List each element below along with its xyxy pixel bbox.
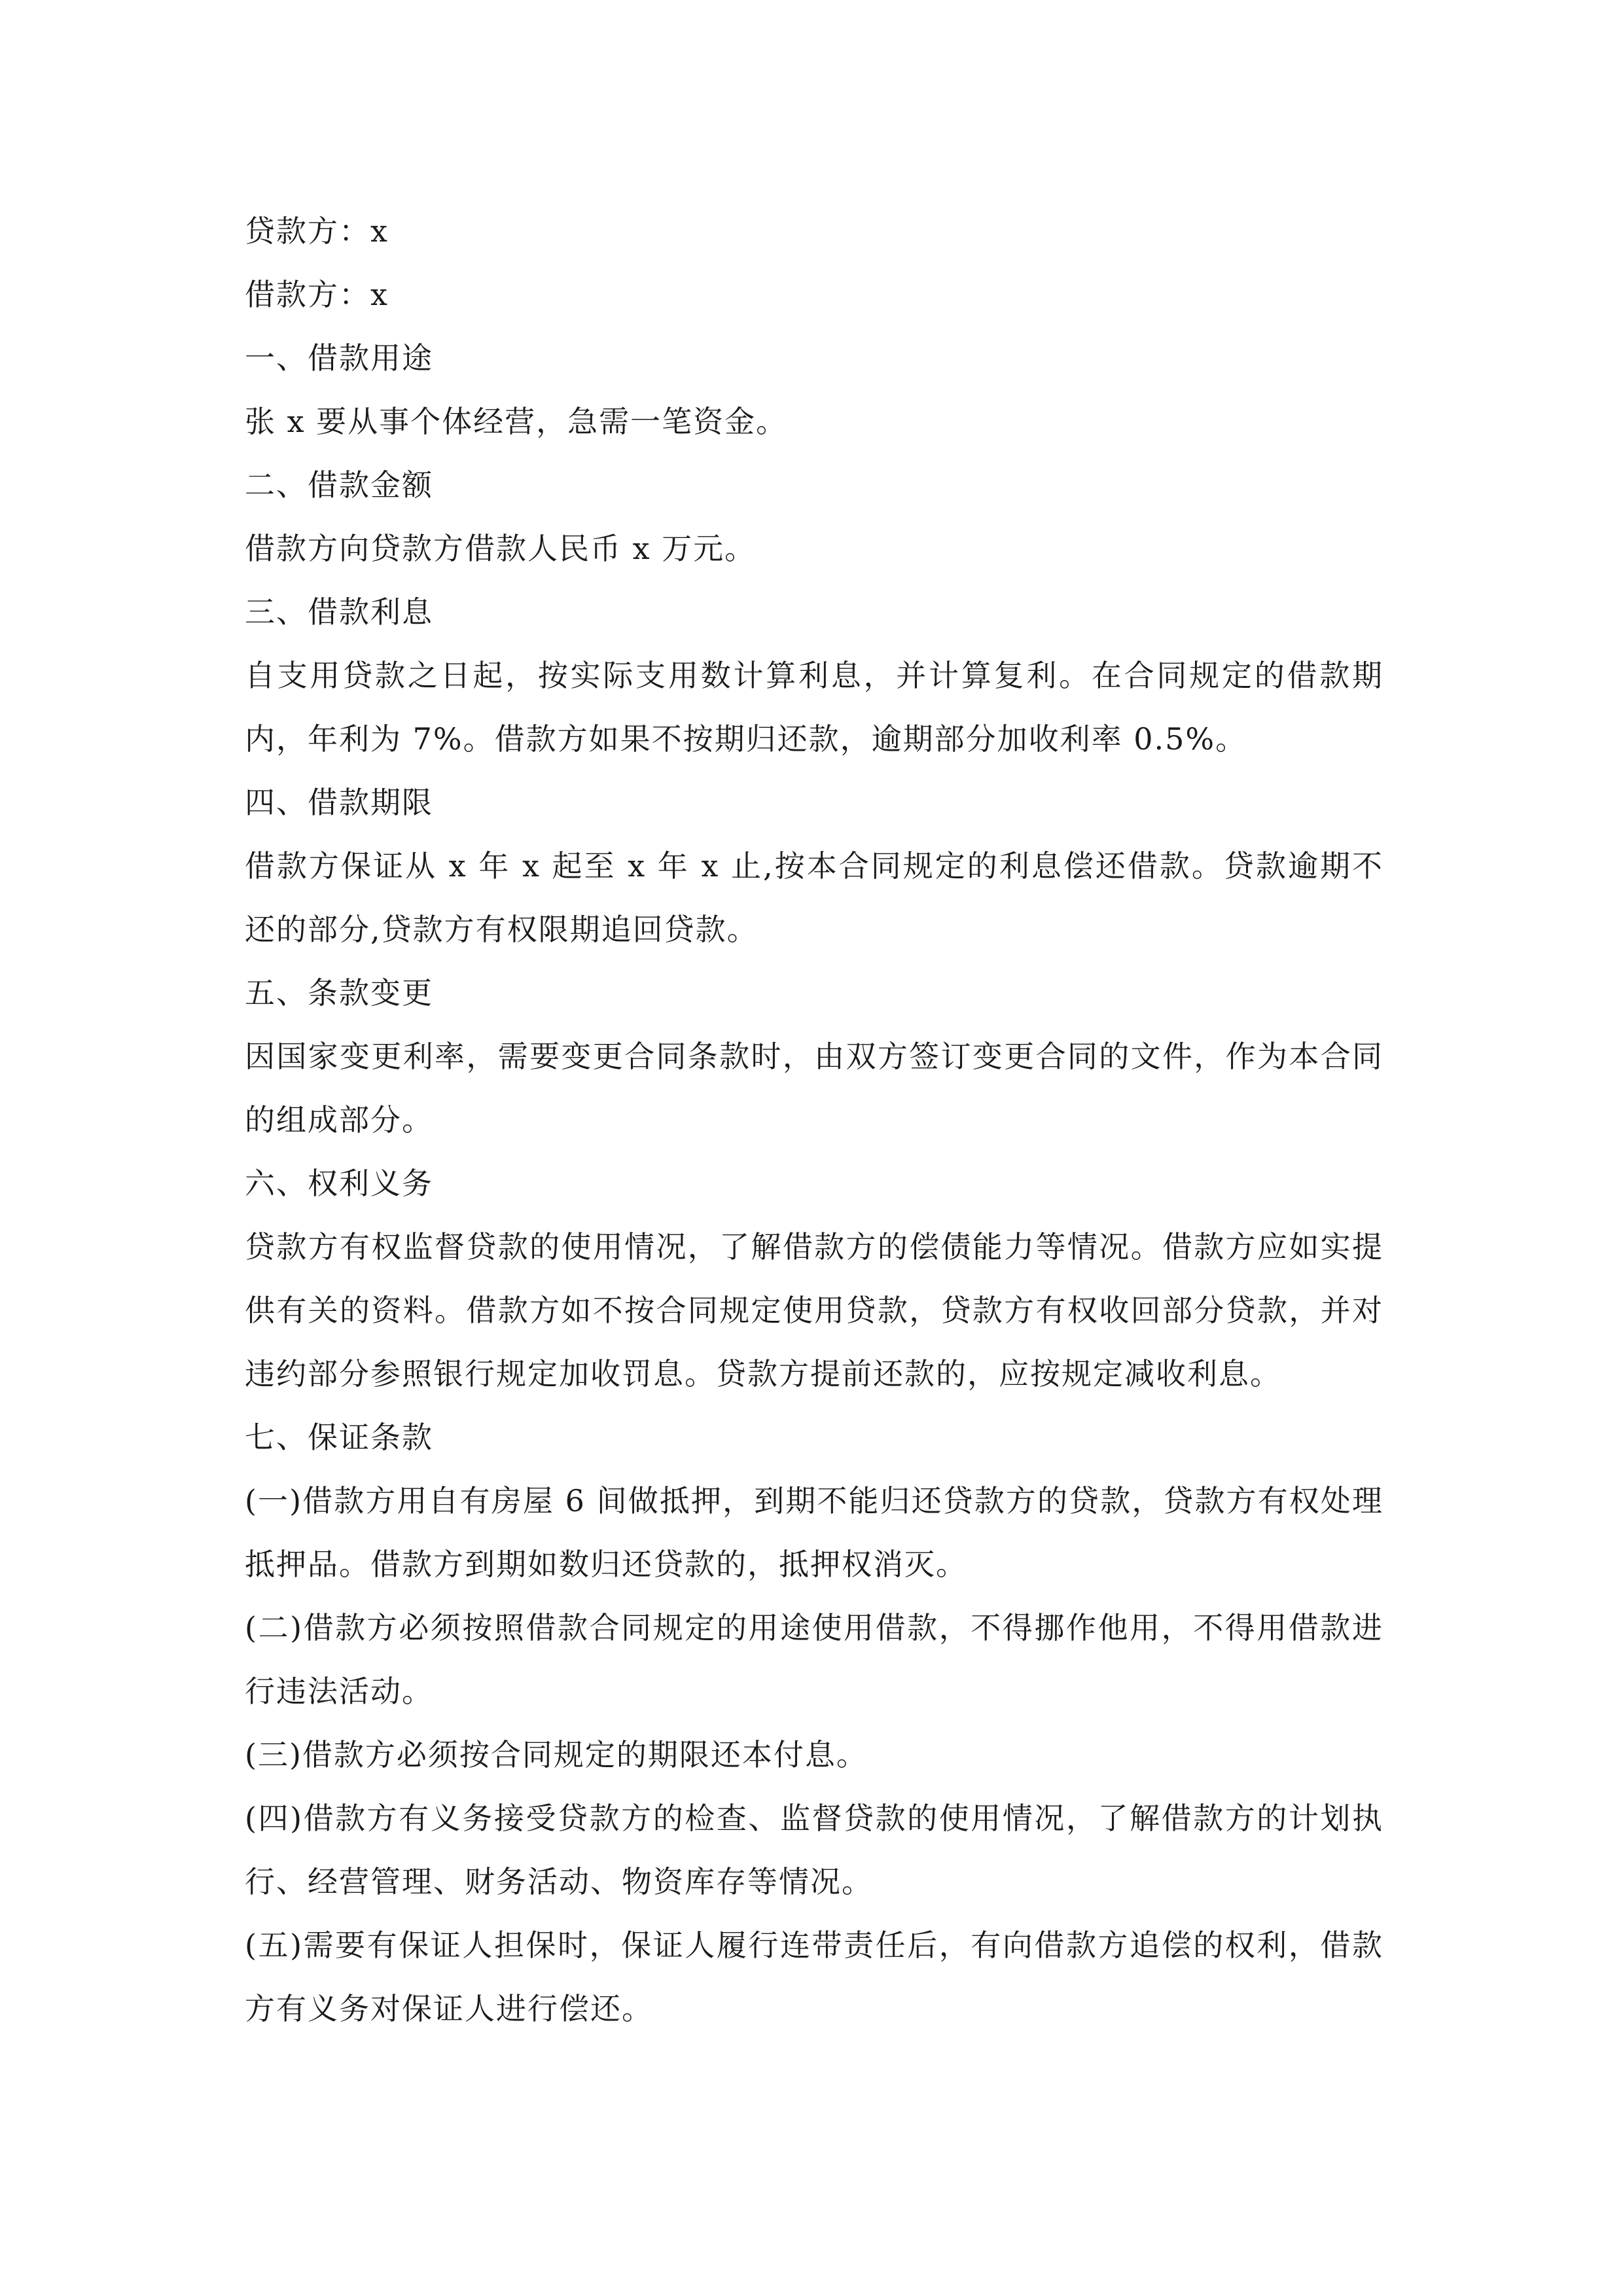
section-heading-rights: 六、权利义务 xyxy=(245,1166,433,1201)
guarantee-clause-1: (一)借款方用自有房屋 6 间做抵押，到期不能归还贷款方的贷款，贷款方有权处理抵押品。借款方到期如数归还贷款的，抵押权消灭。 xyxy=(245,1483,1383,1582)
guarantee-clause-3: (三)借款方必须按合同规定的期限还本付息。 xyxy=(245,1737,868,1772)
section-heading-term: 四、借款期限 xyxy=(245,785,433,820)
section-heading-interest: 三、借款利息 xyxy=(245,594,433,630)
section-body-purpose: 张 x 要从事个体经营，急需一笔资金。 xyxy=(245,404,788,439)
borrower-line: 借款方：x xyxy=(245,277,389,312)
guarantee-clause-2: (二)借款方必须按照借款合同规定的用途使用借款，不得挪作他用，不得用借款进行违法活动。 xyxy=(245,1610,1383,1709)
section-heading-changes: 五、条款变更 xyxy=(245,975,433,1011)
section-heading-purpose: 一、借款用途 xyxy=(245,340,433,376)
section-body-term: 借款方保证从 x 年 x 起至 x 年 x 止,按本合同规定的利息偿还借款。贷款逾期不还的部分,贷款方有权限期追回贷款。 xyxy=(245,848,1383,947)
guarantee-clause-5: (五)需要有保证人担保时，保证人履行连带责任后，有向借款方追偿的权利，借款方有义务对保证人进行偿还。 xyxy=(245,1928,1383,2026)
section-body-changes: 因国家变更利率，需要变更合同条款时，由双方签订变更合同的文件，作为本合同的组成部分。 xyxy=(245,1039,1383,1138)
guarantee-clause-4: (四)借款方有义务接受贷款方的检查、监督贷款的使用情况，了解借款方的计划执行、经营管理、财务活动、物资库存等情况。 xyxy=(245,1801,1383,1899)
section-heading-guarantee: 七、保证条款 xyxy=(245,1420,433,1455)
section-body-interest: 自支用贷款之日起，按实际支用数计算利息，并计算复利。在合同规定的借款期内，年利为 7%。借款方如果不按期归还款，逾期部分加收利率 0.5%。 xyxy=(245,658,1383,757)
section-body-rights: 贷款方有权监督贷款的使用情况，了解借款方的偿债能力等情况。借款方应如实提供有关的资料。借款方如不按合同规定使用贷款，贷款方有权收回部分贷款，并对违约部分参照银行规定加收罚息。贷款方提前还款的，应按规定减收利息。 xyxy=(245,1229,1383,1391)
contract-body xyxy=(245,200,1383,2041)
lender-line: 贷款方：x xyxy=(245,213,389,249)
section-body-amount: 借款方向贷款方借款人民币 x 万元。 xyxy=(245,531,757,566)
section-heading-amount: 二、借款金额 xyxy=(245,467,433,503)
